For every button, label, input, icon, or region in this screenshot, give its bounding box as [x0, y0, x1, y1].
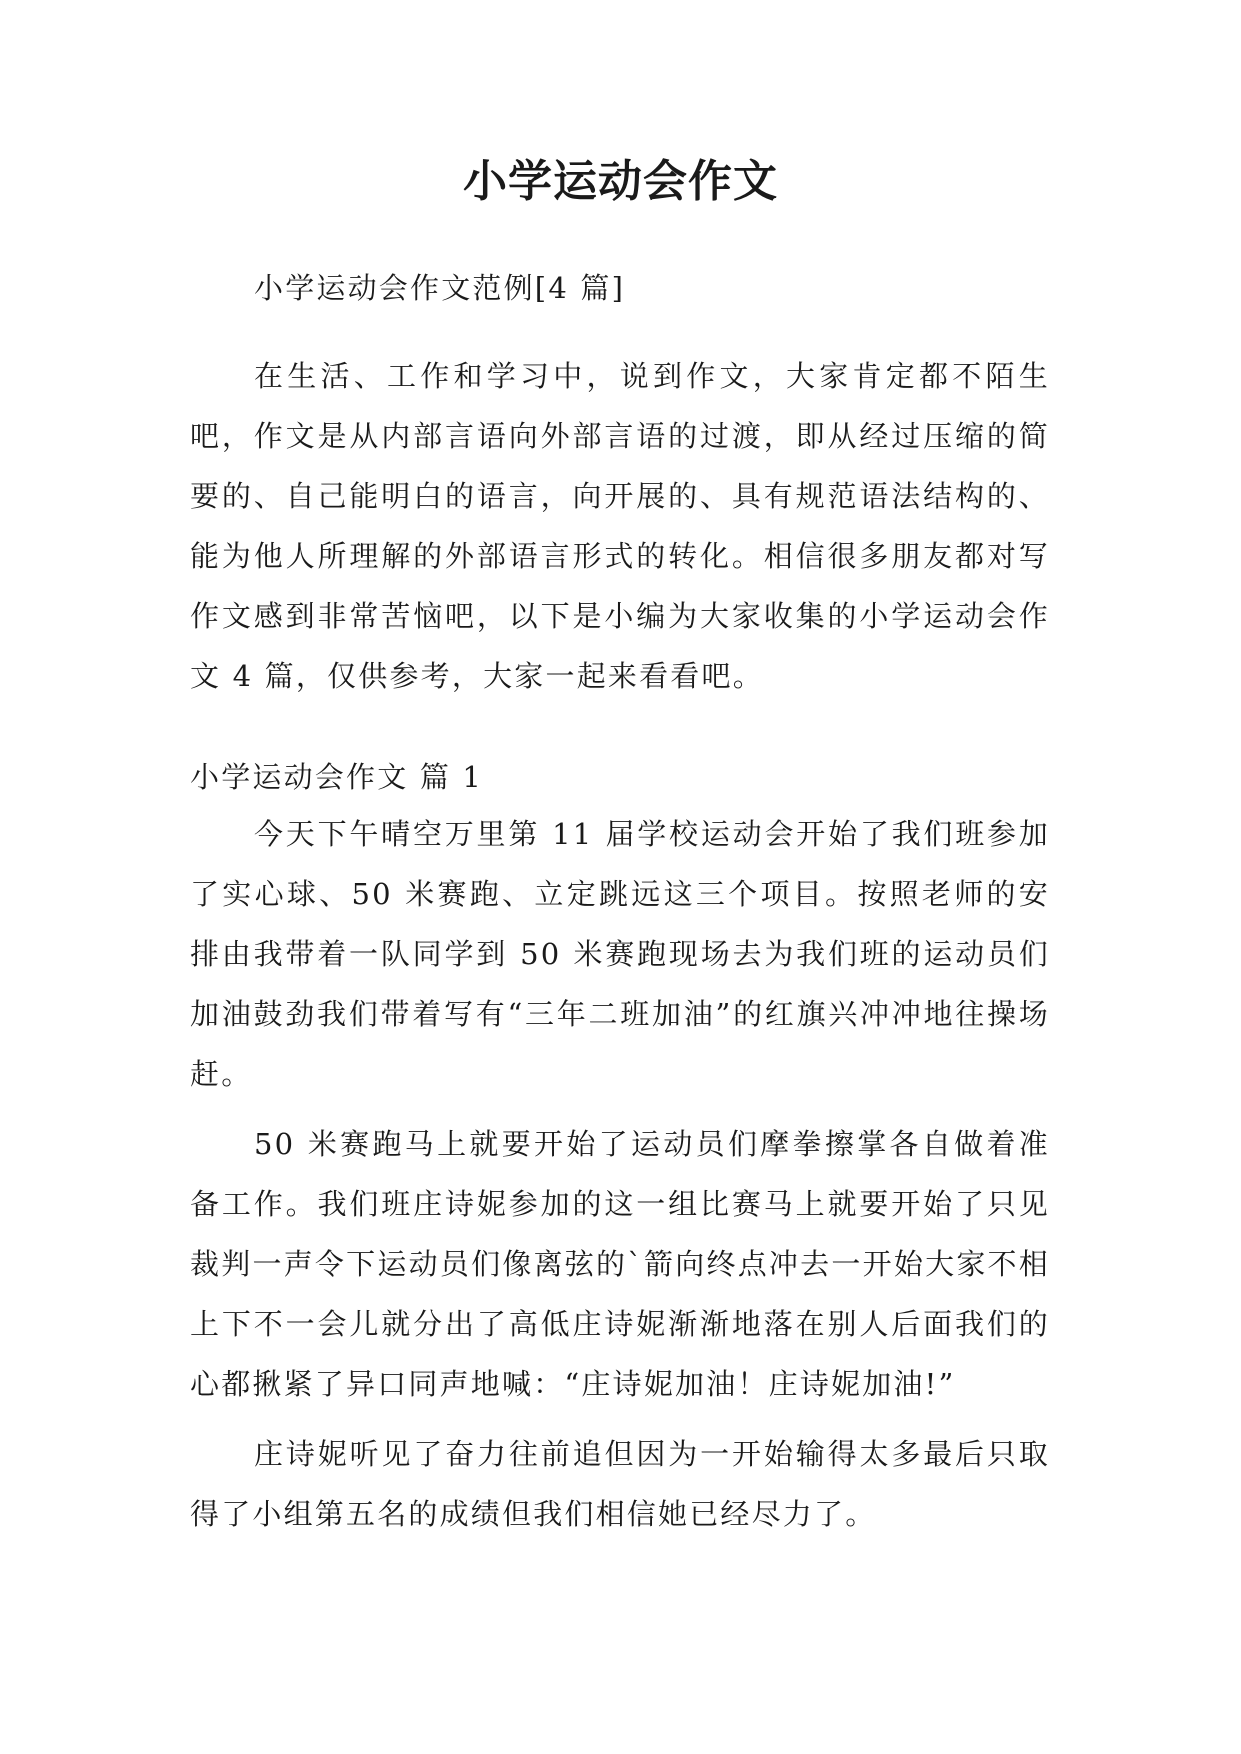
- paragraph: 50 米赛跑马上就要开始了运动员们摩拳擦掌各自做着准备工作。我们班庄诗妮参加的这一组比赛马上就要开始了只见裁判一声令下运动员们像离弦的`箭向终点冲去一开始大家不相上下不一会儿就分出了高低庄诗妮渐渐地落在别人后面我们的心都揪紧了异口同声地喊：“庄诗妮加油！庄诗妮加油!”: [190, 1127, 1050, 1401]
- section-heading: 小学运动会作文 篇 1: [190, 760, 484, 794]
- document-subtitle: 小学运动会作文范例[4 篇]: [254, 271, 626, 305]
- paragraph: 今天下午晴空万里第 11 届学校运动会开始了我们班参加了实心球、50 米赛跑、立定跳远这三个项目。按照老师的安排由我带着一队同学到 50 米赛跑现场去为我们班的运动员们加油鼓劲我们带着写有“三年二班加油”的红旗兴冲冲地往操场赶。: [190, 817, 1050, 1091]
- document-title: 小学运动会作文: [463, 156, 778, 207]
- paragraph: 庄诗妮听见了奋力往前追但因为一开始输得太多最后只取得了小组第五名的成绩但我们相信她已经尽力了。: [190, 1437, 1050, 1531]
- intro-paragraph: 在生活、工作和学习中，说到作文，大家肯定都不陌生吧，作文是从内部言语向外部言语的过渡，即从经过压缩的简要的、自己能明白的语言，向开展的、具有规范语法结构的、能为他人所理解的外部语言形式的转化。相信很多朋友都对写作文感到非常苦恼吧，以下是小编为大家收集的小学运动会作文 4 篇，仅供参考，大家一起来看看吧。: [190, 359, 1050, 693]
- section-body: [190, 804, 1050, 1544]
